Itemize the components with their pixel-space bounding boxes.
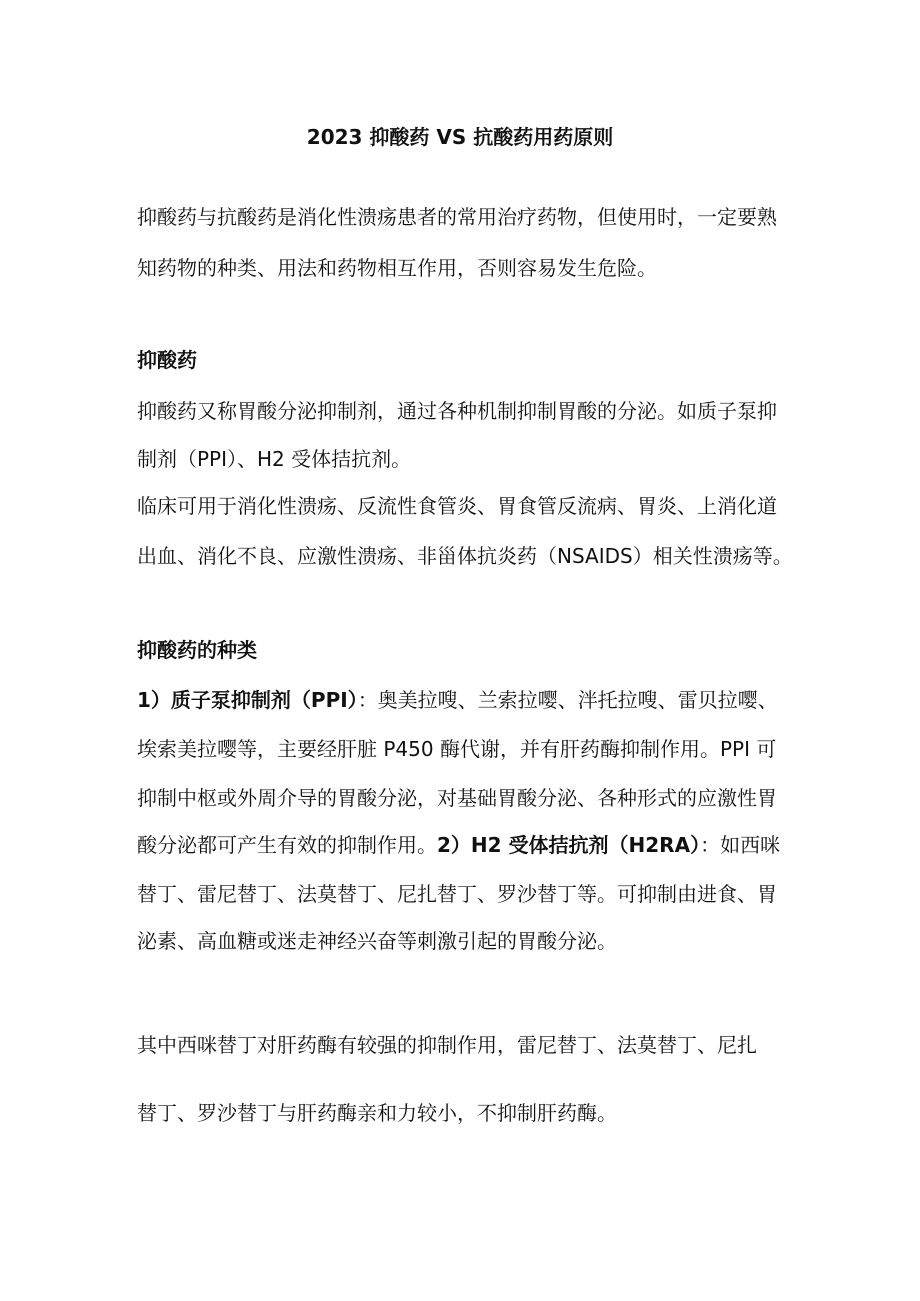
intro-line-1: 抑酸药与抗酸药是消化性溃疡患者的常用治疗药物，但使用时，一定要熟 — [137, 205, 777, 229]
h2ra-label: 2）H2 受体拮抗剂（H2RA） — [437, 833, 701, 857]
document-title: 2023 抑酸药 VS 抗酸药用药原则 — [306, 125, 614, 149]
ppi-effect-text: 酸分泌都可产生有效的抑制作用。 — [137, 833, 437, 857]
intro-line-2: 知药物的种类、用法和药物相互作用，否则容易发生危险。 — [137, 256, 657, 280]
ppi-label: 1）质子泵抑制剂（PPI） — [137, 688, 358, 712]
section3-line-2: 替丁、罗沙替丁与肝药酶亲和力较小，不抑制肝药酶。 — [137, 1101, 617, 1125]
ppi-drug-list: ：奥美拉嗖、兰索拉嘤、泮托拉嗖、雷贝拉嘤、 — [357, 688, 778, 712]
h2ra-intro: ：如西咪 — [700, 833, 781, 857]
section-heading-acid-suppressants: 抑酸药 — [137, 348, 197, 372]
section3-line-1: 其中西咪替丁对肝药酶有较强的抑制作用，雷尼替丁、法莫替丁、尼扎 — [137, 1033, 757, 1057]
section1-line-3: 临床可用于消化性溃疡、反流性食管炎、胃食管反流病、胃炎、上消化道 — [137, 494, 777, 518]
section-heading-types: 抑酸药的种类 — [137, 638, 257, 662]
section2-line-3: 抑制中枢或外周介导的胃酸分泌，对基础胃酸分泌、各种形式的应激性胃 — [137, 786, 777, 810]
section2-line-5: 替丁、雷尼替丁、法莫替丁、尼扎替丁、罗沙替丁等。可抑制由进食、胃 — [137, 882, 777, 906]
section2-line-2: 埃索美拉嘤等，主要经肝脏 P450 酶代谢，并有肝药酶抑制作用。PPI 可 — [137, 737, 777, 761]
section1-line-2: 制剂（PPI）、H2 受体拮抗剂。 — [137, 447, 412, 471]
section2-line-4 — [137, 833, 780, 857]
section2-line-1 — [137, 688, 778, 712]
section1-line-1: 抑酸药又称胃酸分泌抑制剂，通过各种机制抑制胃酸的分泌。如质子泵抑 — [137, 399, 777, 423]
section1-line-4: 出血、消化不良、应激性溃疡、非甾体抗炎药（NSAIDS）相关性溃疡等。 — [137, 544, 793, 568]
section2-line-6: 泌素、高血糖或迷走神经兴奋等刺激引起的胃酸分泌。 — [137, 929, 617, 953]
